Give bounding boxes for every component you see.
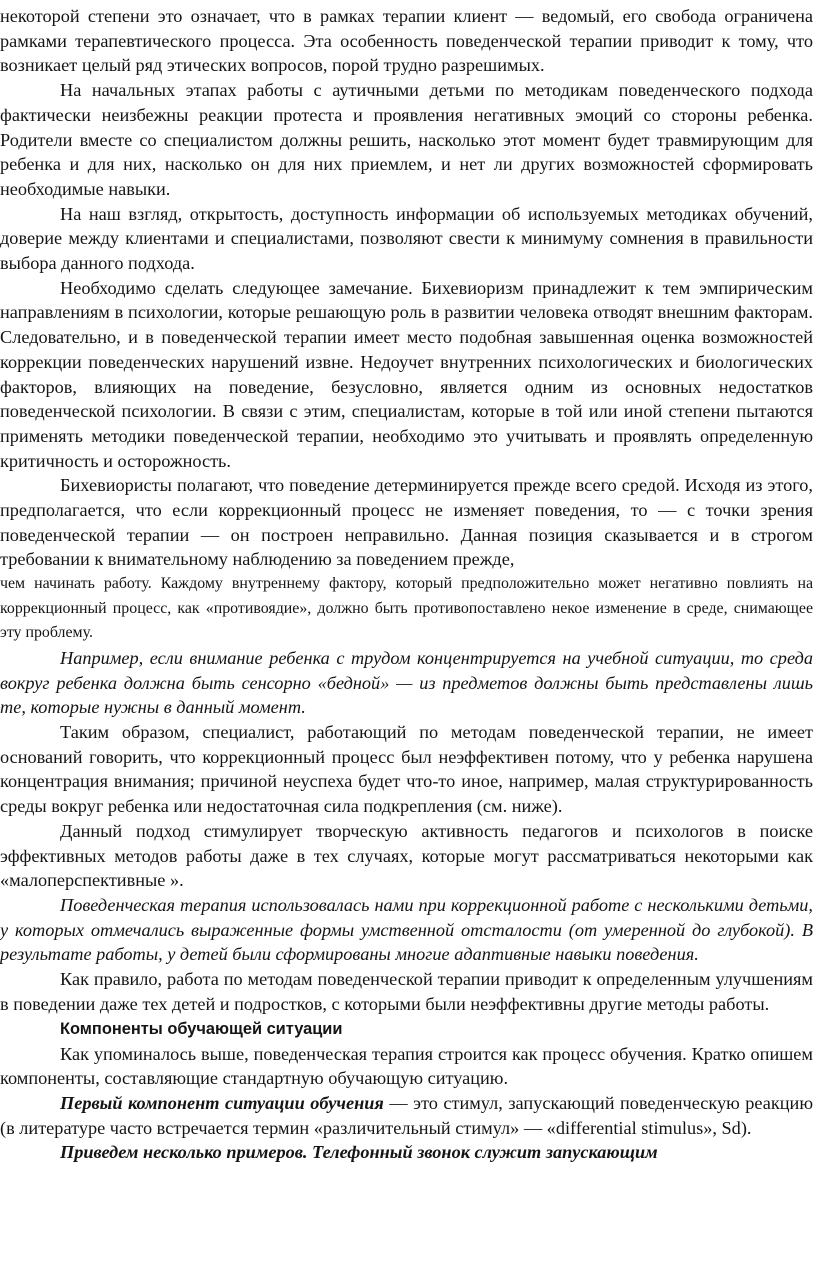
- paragraph-experience-italic: Поведенческая терапия использовалась нами при коррекционной работе с несколькими детьми, у которых отмечались выраженные формы умственной отсталости (от умеренной до глубокой). В результате работы, у детей были сформированы многие адаптивные навыки поведения.: [0, 894, 813, 965]
- paragraph-behaviorism-remark: Необходимо сделать следующее замечание. Бихевиоризм принадлежит к тем эмпирическим направлениям в психологии, которые решающую роль в развитии человека отводят внешним факторам. Следовательно, и в поведенческой терапии имеет место подобная завышенная оценка возможностей коррекции поведенческих нарушений извне. Недоучет внутренних психологических и биологических факторов, влияющих на поведение, безусловно, является одним из основных недостатков поведенческой психологии. В связи с этим, специалистам, которые в той или иной степени пытаются применять методики поведенческой терапии, необходимо это учитывать и проявлять определенную критичность и осторожность.: [0, 277, 813, 471]
- paragraph-openness: На наш взгляд, открытость, доступность информации об используемых методиках обучений, доверие между клиентами и специалистами, позволяют свести к минимуму сомнения в правильности выбора данного подхода.: [0, 203, 813, 274]
- paragraph-first-component: [0, 1091, 813, 1140]
- paragraph-examples-bold-italic: Приведем несколько примеров. Телефонный звонок служит запускающим: [60, 1142, 658, 1163]
- paragraph-environment: Бихевиористы полагают, что поведение детерминируется прежде всего средой. Исходя из этого, предполагается, что если коррекционный процесс не изменяет поведения, то — с точки зрения поведенческой терапии — он построен неправильно. Данная позиция сказывается и в строгом требовании к внимательному наблюдению за поведением прежде,: [0, 475, 813, 570]
- paragraph-learning-process: Как упоминалось выше, поведенческая терапия строится как процесс обучения. Кратко опишем компоненты, составляющие стандартную обучающую ситуацию.: [0, 1043, 813, 1089]
- paragraph-creative-activity: Данный подход стимулирует творческую активность педагогов и психологов в поиске эффективных методов работы даже в тех случаях, которые могут рассматриваться некоторыми как «малоперспективные ».: [0, 820, 813, 891]
- paragraph-ethics: некоторой степени это означает, что в рамках терапии клиент — ведомый, его свобода ограничена рамками терапевтического процесса. Эта особенность поведенческой терапии приводит к тому, что возникает целый ряд этических вопросов, порой трудно разрешимых.: [0, 6, 813, 76]
- paragraph-as-a-rule: Как правило, работа по методам поведенческой терапии приводит к определенным улучшениям в поведении даже тех детей и подростков, с которыми были неэффективны другие методы работы.: [0, 969, 813, 1014]
- paragraph-initial-stages: На начальных этапах работы с аутичными детьми по методикам поведенческого подхода фактически неизбежны реакции протеста и проявления негативных эмоций со стороны ребенка. Родители вместе со специалистом должны решить, насколько этот момент будет травмирующим для ребенка и для них, насколько он для них приемлем, и нет ли других возможностей сформировать необходимые навыки.: [0, 80, 813, 199]
- paragraph-specialist: Таким образом, специалист, работающий по методам поведенческой терапии, не имеет оснований говорить, что коррекционный процесс был неэффективен потому, что у ребенка нарушена концентрация внимания; причиной неуспеха будет что-то иное, например, малая структурированность среды вокруг ребенка или недостаточная сила подкрепления (см. ниже).: [0, 722, 813, 817]
- paragraph-example-italic: Например, если внимание ребенка с трудом концентрируется на учебной ситуации, то среда вокруг ребенка должна быть сенсорно «бедной» — из предметов должны быть представлены лишь те, которые нужны в данный момент.: [0, 647, 813, 718]
- section-heading: Компоненты обучающей ситуации: [60, 1019, 343, 1038]
- first-component-text: — это стимул, запускающий поведенческую реакцию (в литературе часто встречается термин «различительный стимул» — «differential stimulus», Sd).: [0, 1092, 813, 1138]
- paragraph-environment-continued: чем начинать работу. Каждому внутреннему фактору, который предположительно может негативно повлиять на коррекционный процесс, как «противоядие», должно быть противопоставлено некое изменение в среде, снимающее эту проблему.: [0, 575, 813, 642]
- first-component-lead: Первый компонент ситуации обучения: [60, 1092, 384, 1113]
